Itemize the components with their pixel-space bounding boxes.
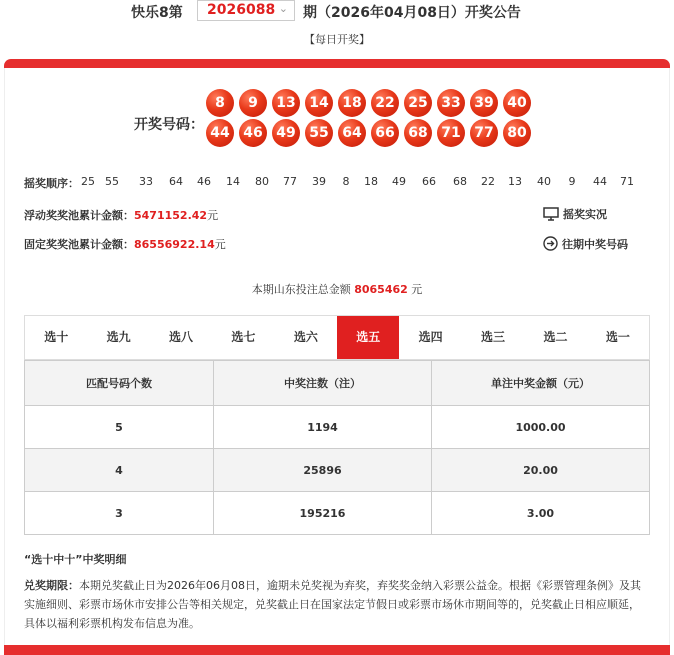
play-type-tabs	[24, 315, 650, 360]
draw-order-number: 46	[197, 175, 211, 188]
winners-cell: 25896	[214, 449, 432, 492]
float-pool-label: 浮动奖奖池累计金额：	[24, 209, 134, 222]
winners-cell: 1194	[214, 406, 432, 449]
draw-ball: 25	[404, 89, 432, 117]
tab-play-type[interactable]: 选六	[293, 330, 318, 344]
tab-play-type[interactable]: 选一	[605, 330, 630, 344]
draw-ball: 44	[206, 119, 234, 147]
issue-select[interactable]	[197, 0, 295, 21]
live-draw-label: 摇奖实况	[563, 208, 607, 221]
rules-label: 兑奖期限：	[24, 579, 79, 592]
match-count-cell: 3	[25, 492, 214, 535]
draw-order-number: 22	[481, 175, 495, 188]
winners-cell: 195216	[214, 492, 432, 535]
draw-order-number: 64	[169, 175, 183, 188]
draw-order-number: 18	[364, 175, 378, 188]
match-count-cell: 5	[25, 406, 214, 449]
draw-order-number: 80	[255, 175, 269, 188]
draw-order-label: 摇奖顺序：	[24, 177, 79, 190]
draw-ball: 9	[239, 89, 267, 117]
draw-ball: 55	[305, 119, 333, 147]
tab-play-type[interactable]: 选十	[44, 330, 69, 344]
prize-amount-cell: 3.00	[432, 492, 650, 535]
draw-order-number: 68	[453, 175, 467, 188]
draw-order-number: 49	[392, 175, 406, 188]
table-row	[25, 406, 650, 449]
draw-order	[24, 175, 634, 191]
draw-ball: 49	[272, 119, 300, 147]
header	[0, 0, 674, 24]
game-title: 快乐8第	[131, 5, 183, 21]
rules-text: 本期兑奖截止日为2026年06月08日，逾期未兑奖视为弃奖，弃奖奖金纳入彩票公益金。根据《彩票管理条例》及其实施细则、彩票市场休市安排公告等相关规定，兑奖截止日在国家法定节假日或彩票市场休市期间等的，兑奖截止日相应顺延，具体以福利彩票机构发布信息为准。	[24, 579, 641, 630]
tab-play-type[interactable]: 选三	[481, 330, 506, 344]
draw-ball: 14	[305, 89, 333, 117]
total-bet-unit: 元	[411, 283, 423, 296]
col-prize-amount: 单注中奖金额（元）	[432, 361, 650, 406]
fixed-pool-label: 固定奖奖池累计金额：	[24, 238, 134, 251]
table-row	[25, 449, 650, 492]
tab-play-type[interactable]: 选九	[106, 330, 131, 344]
draw-ball: 33	[437, 89, 465, 117]
tab-play-type[interactable]: 选四	[418, 330, 443, 344]
fixed-pool-unit: 元	[214, 238, 226, 251]
tab-play-type[interactable]: 选八	[169, 330, 194, 344]
draw-order-number: 9	[568, 175, 576, 188]
float-pool-unit: 元	[207, 209, 219, 222]
draw-ball: 66	[371, 119, 399, 147]
prize-amount-cell: 20.00	[432, 449, 650, 492]
monitor-icon	[543, 207, 559, 224]
draw-order-number: 14	[226, 175, 240, 188]
draw-ball: 68	[404, 119, 432, 147]
draw-ball: 40	[503, 89, 531, 117]
issue-number: 2026088	[207, 2, 276, 18]
fixed-pool-amount: 86556922.14	[134, 238, 215, 251]
card-bottom-bar	[4, 645, 670, 655]
total-bet-label: 本期山东投注总金额	[251, 283, 351, 296]
total-bet-amount: 8065462	[354, 283, 408, 296]
prize-table	[24, 360, 650, 535]
draw-order-number: 25	[81, 175, 95, 188]
history-link[interactable]	[543, 236, 628, 254]
draw-ball: 13	[272, 89, 300, 117]
draw-ball: 64	[338, 119, 366, 147]
chevron-down-icon: ⌄	[278, 2, 288, 15]
draw-order-number: 71	[620, 175, 634, 188]
history-label: 往期中奖号码	[562, 238, 628, 251]
draw-order-number: 39	[312, 175, 326, 188]
draw-order-number: 40	[537, 175, 551, 188]
draw-order-number: 66	[422, 175, 436, 188]
draw-ball: 77	[470, 119, 498, 147]
daily-draw-note: 【每日开奖】	[304, 33, 370, 46]
col-match-count: 匹配号码个数	[25, 361, 214, 406]
float-pool	[24, 207, 218, 223]
detail-title: “选十中十”中奖明细	[24, 553, 127, 566]
draw-ball: 18	[338, 89, 366, 117]
float-pool-amount: 5471152.42	[134, 209, 208, 222]
tab-play-type[interactable]: 选二	[543, 330, 568, 344]
draw-ball: 39	[470, 89, 498, 117]
draw-order-number: 33	[139, 175, 153, 188]
tab-play-type[interactable]: 选七	[231, 330, 256, 344]
announcement-title: 期（2026年04月08日）开奖公告	[303, 5, 521, 21]
draw-ball: 71	[437, 119, 465, 147]
prize-amount-cell: 1000.00	[432, 406, 650, 449]
redemption-rules	[24, 576, 650, 633]
draw-ball: 8	[206, 89, 234, 117]
tab-play-type[interactable]: 选五	[337, 316, 399, 359]
match-count-cell: 4	[25, 449, 214, 492]
table-row	[25, 492, 650, 535]
draw-ball: 80	[503, 119, 531, 147]
draw-order-number: 13	[508, 175, 522, 188]
arrow-circle-icon	[543, 236, 558, 254]
draw-ball: 22	[371, 89, 399, 117]
draw-order-number: 8	[342, 175, 350, 188]
fixed-pool	[24, 236, 226, 252]
draw-ball: 46	[239, 119, 267, 147]
draw-numbers-label: 开奖号码：	[134, 117, 204, 133]
live-draw-link[interactable]	[543, 206, 607, 224]
col-winners: 中奖注数（注）	[214, 361, 432, 406]
draw-order-number: 55	[105, 175, 119, 188]
draw-order-number: 77	[283, 175, 297, 188]
total-bet	[0, 281, 674, 297]
draw-order-number: 44	[593, 175, 607, 188]
